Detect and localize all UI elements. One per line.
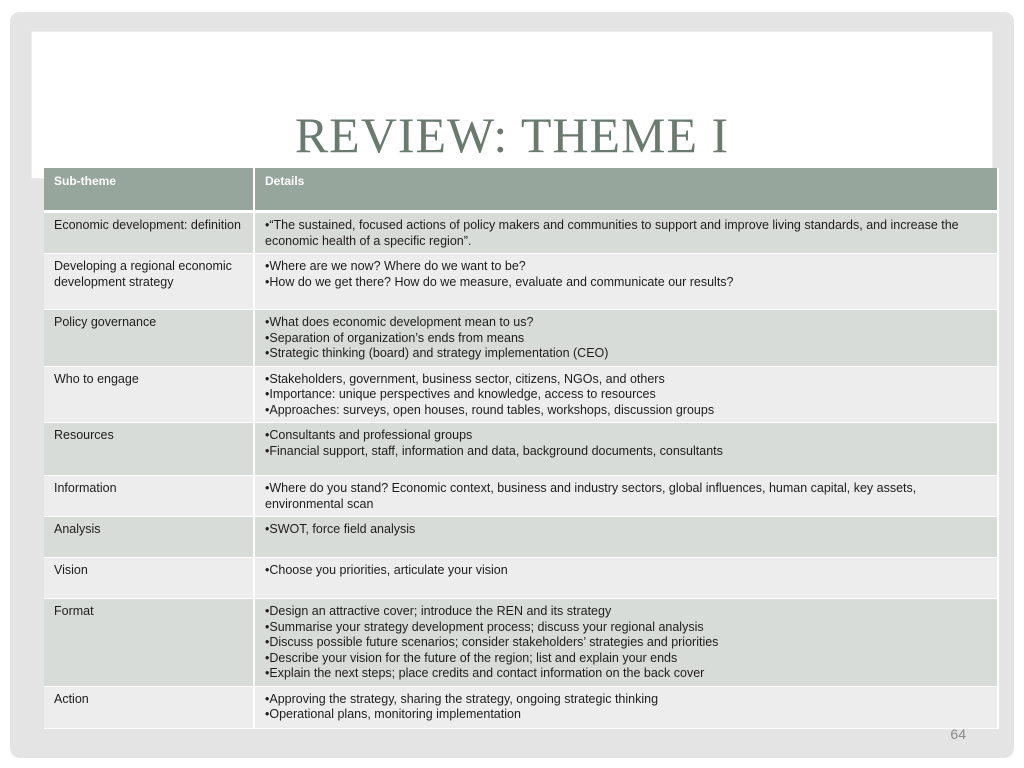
table-body: [44, 212, 998, 729]
details-cell: [254, 599, 998, 687]
detail-bullet: •Explain the next steps; place credits and contact information on the back cover: [265, 666, 705, 680]
sub-theme-cell: Resources: [44, 423, 254, 476]
details-cell: [254, 686, 998, 728]
detail-bullet: •Stakeholders, government, business sector, citizens, NGOs, and others: [265, 371, 665, 386]
table-row: [44, 517, 998, 558]
title-area: [32, 32, 992, 178]
table-row: [44, 310, 998, 367]
details-cell: [254, 558, 998, 599]
details-cell: [254, 366, 998, 423]
detail-bullet: •Approaches: surveys, open houses, round tables, workshops, discussion groups: [265, 402, 715, 417]
detail-bullet: •What does economic development mean to us?: [265, 315, 534, 329]
details-cell: [254, 310, 998, 367]
table-header-row: [44, 168, 998, 212]
detail-bullet: •Financial support, staff, information and data, background documents, consultants: [265, 443, 723, 458]
detail-bullet: •SWOT, force field analysis: [265, 522, 416, 536]
details-cell: [254, 423, 998, 476]
detail-bullet: •Summarise your strategy development process; discuss your regional analysis: [265, 619, 704, 634]
detail-bullet: •Where are we now? Where do we want to be?: [265, 259, 526, 273]
detail-bullet: •Consultants and professional groups: [265, 428, 473, 442]
table-row: [44, 366, 998, 423]
detail-bullet: •Choose you priorities, articulate your vision: [265, 563, 508, 577]
table-row: [44, 212, 998, 254]
table-row: [44, 558, 998, 599]
sub-theme-cell: Vision: [44, 558, 254, 599]
sub-theme-cell: Developing a regional economic development strategy: [44, 254, 254, 310]
detail-bullet: •Where do you stand? Economic context, business and industry sectors, global influences, human capital, key assets, environmental scan: [265, 481, 917, 511]
detail-bullet: •Separation of organization’s ends from means: [265, 330, 525, 345]
table-row: [44, 599, 998, 687]
detail-bullet: •Describe your vision for the future of the region; list and explain your ends: [265, 650, 678, 665]
page-number: 64: [950, 726, 966, 742]
details-cell: [254, 476, 998, 517]
sub-theme-cell: Who to engage: [44, 366, 254, 423]
table-row: [44, 686, 998, 728]
details-cell: [254, 212, 998, 254]
slide-title: REVIEW: THEME I: [294, 107, 730, 163]
detail-bullet: •Strategic thinking (board) and strategy implementation (CEO): [265, 346, 609, 360]
sub-theme-cell: Analysis: [44, 517, 254, 558]
table-row: [44, 476, 998, 517]
detail-bullet: •Operational plans, monitoring implementation: [265, 707, 521, 721]
header-sub-theme: Sub-theme: [44, 168, 254, 212]
theme-table: [44, 168, 999, 729]
table-row: [44, 254, 998, 310]
detail-bullet: •Discuss possible future scenarios; consider stakeholders’ strategies and priorities: [265, 635, 719, 649]
sub-theme-cell: Information: [44, 476, 254, 517]
sub-theme-cell: Policy governance: [44, 310, 254, 367]
detail-bullet: •Importance: unique perspectives and knowledge, access to resources: [265, 387, 656, 401]
sub-theme-cell: Action: [44, 686, 254, 728]
details-cell: [254, 517, 998, 558]
detail-bullet: •“The sustained, focused actions of policy makers and communities to support and improve living standards, and increase the economic health of a specific region”.: [265, 218, 959, 248]
details-cell: [254, 254, 998, 310]
detail-bullet: •Approving the strategy, sharing the strategy, ongoing strategic thinking: [265, 691, 659, 706]
sub-theme-cell: Economic development: definition: [44, 212, 254, 254]
sub-theme-cell: Format: [44, 599, 254, 687]
header-details: Details: [254, 168, 998, 212]
table-row: [44, 423, 998, 476]
theme-table-container: [44, 168, 998, 729]
detail-bullet: •Design an attractive cover; introduce the REN and its strategy: [265, 604, 612, 618]
detail-bullet: •How do we get there? How do we measure, evaluate and communicate our results?: [265, 274, 734, 289]
